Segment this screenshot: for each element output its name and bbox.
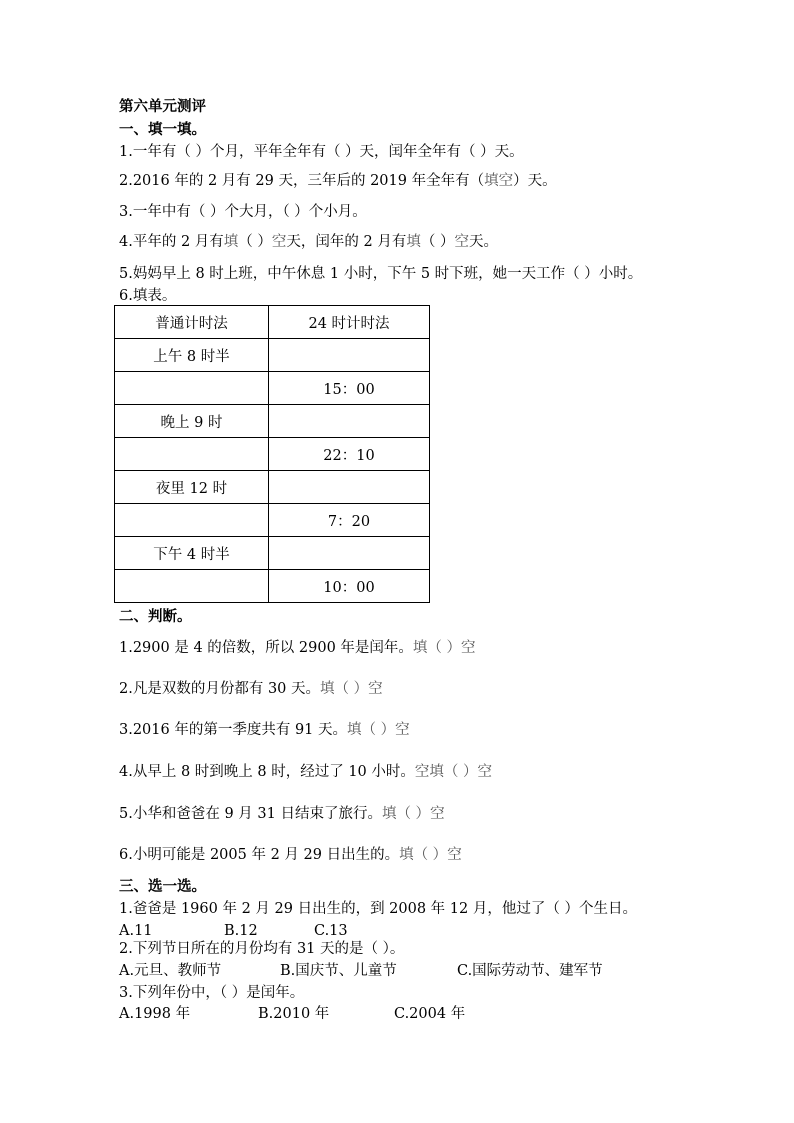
table-cell[interactable]	[115, 504, 269, 537]
option-c[interactable]: C.13	[314, 923, 348, 939]
table-row	[115, 339, 430, 372]
table-cell[interactable]	[115, 438, 269, 471]
table-cell: 下午 4 时半	[115, 537, 269, 570]
judgement-text: 2.凡是双数的月份都有 30 天。	[119, 681, 321, 697]
s1-q4-f3: 填	[406, 234, 421, 250]
judgement-text: 4.从早上 8 时到晚上 8 时，经过了 10 小时。	[119, 764, 415, 780]
s1-q4-f2: 空	[271, 234, 287, 250]
table-cell: 15：00	[269, 372, 430, 405]
table-row	[115, 537, 430, 570]
judgement-filler: 空	[447, 847, 462, 863]
s1-q4-a: 4.平年的 2 月有	[119, 234, 224, 250]
judgement-text: 6.小明可能是 2005 年 2 月 29 日出生的。	[119, 847, 400, 863]
table-cell: 7：20	[269, 504, 430, 537]
table-cell[interactable]	[115, 570, 269, 603]
judgement-item	[119, 846, 462, 864]
table-header-cell: 普通计时法	[115, 306, 269, 339]
s1-q4-b: （ ）	[238, 234, 272, 250]
table-cell[interactable]	[269, 471, 430, 504]
judgement-text: 1.2900 是 4 的倍数，所以 2900 年是闰年。	[119, 640, 413, 656]
table-row	[115, 471, 430, 504]
s1-question-4	[119, 233, 498, 251]
option-c[interactable]: C.国际劳动节、建军节	[457, 963, 603, 979]
table-cell[interactable]	[269, 537, 430, 570]
judgement-prefix: 空	[414, 764, 430, 780]
judgement-bracket[interactable]: 填（ ）	[381, 806, 431, 822]
table-cell[interactable]	[269, 405, 430, 438]
option-a[interactable]: A.元旦、教师节	[119, 963, 222, 979]
judgement-text: 5.小华和爸爸在 9 月 31 日结束了旅行。	[119, 806, 382, 822]
judgement-item	[119, 639, 476, 657]
table-row	[115, 570, 430, 603]
s3-question-1: 1.爸爸是 1960 年 2 月 29 日出生的，到 2008 年 12 月，他过了（ ）个生日。	[119, 901, 637, 917]
option-b[interactable]: B.国庆节、儿童节	[280, 963, 397, 979]
table-row	[115, 405, 430, 438]
section1-heading: 一、填一填。	[119, 121, 206, 138]
table-header-cell: 24 时计时法	[269, 306, 430, 339]
page-title: 第六单元测评	[119, 98, 206, 115]
section3-heading: 三、选一选。	[119, 878, 206, 895]
s1-q2-end: ）天。	[513, 173, 557, 189]
judgement-filler: 空	[395, 722, 410, 738]
judgement-bracket[interactable]: 填（ ）	[320, 681, 369, 697]
s1-question-1: 1.一年有（ ）个月，平年全年有（ ）天，闰年全年有（ ）天。	[119, 144, 524, 160]
judgement-bracket[interactable]: 填（ ）	[399, 847, 448, 863]
option-b[interactable]: B.2010 年	[258, 1006, 330, 1022]
s1-q2-text: 2.2016 年的 2 月有 29 天，三年后的 2019 年全年有（	[119, 173, 485, 189]
table-cell: 晚上 9 时	[115, 405, 269, 438]
s3-question-2: 2.下列节日所在的月份均有 31 天的是（ ）。	[119, 941, 405, 957]
table-cell: 夜里 12 时	[115, 471, 269, 504]
judgement-filler: 空	[430, 806, 445, 822]
table-cell[interactable]	[115, 372, 269, 405]
s3-question-3: 3.下列年份中，（ ）是闰年。	[119, 985, 305, 1001]
s1-q2-filler: 填空	[484, 173, 514, 189]
judgement-bracket[interactable]: 填（ ）	[429, 764, 478, 780]
judgement-filler: 空	[368, 681, 383, 697]
judgement-item	[119, 805, 445, 823]
judgement-text: 3.2016 年的第一季度共有 91 天。	[119, 722, 348, 738]
s1-q4-f1: 填	[223, 234, 239, 250]
judgement-item	[119, 721, 410, 739]
table-header-row	[115, 306, 430, 339]
option-a[interactable]: A.11	[119, 923, 153, 939]
judgement-bracket[interactable]: 填（ ）	[347, 722, 396, 738]
table-row	[115, 438, 430, 471]
s1-q4-d: （ ）	[420, 234, 455, 250]
section2-heading: 二、判断。	[119, 608, 192, 625]
table-cell: 22：10	[269, 438, 430, 471]
table-cell: 10：00	[269, 570, 430, 603]
option-b[interactable]: B.12	[224, 923, 258, 939]
judgement-item	[119, 680, 383, 698]
s1-question-2	[119, 172, 557, 190]
table-cell: 上午 8 时半	[115, 339, 269, 372]
table-row	[115, 372, 430, 405]
judgement-item	[119, 763, 492, 781]
s1-q4-f4: 空	[454, 234, 469, 250]
s1-question-6: 6.填表。	[119, 288, 177, 304]
judgement-filler: 空	[477, 764, 492, 780]
s1-q4-e: 天。	[468, 234, 498, 250]
time-conversion-table	[114, 305, 430, 603]
judgement-bracket[interactable]: 填（ ）	[412, 640, 462, 656]
s1-question-5: 5.妈妈早上 8 时上班，中午休息 1 小时，下午 5 时下班，她一天工作（ ）小时。	[119, 266, 643, 282]
table-cell[interactable]	[269, 339, 430, 372]
table-row	[115, 504, 430, 537]
option-c[interactable]: C.2004 年	[394, 1006, 466, 1022]
s1-q4-c: 天，闰年的 2 月有	[286, 234, 407, 250]
s1-question-3: 3.一年中有（ ）个大月，（ ）个小月。	[119, 204, 367, 220]
judgement-filler: 空	[461, 640, 476, 656]
option-a[interactable]: A.1998 年	[119, 1006, 191, 1022]
